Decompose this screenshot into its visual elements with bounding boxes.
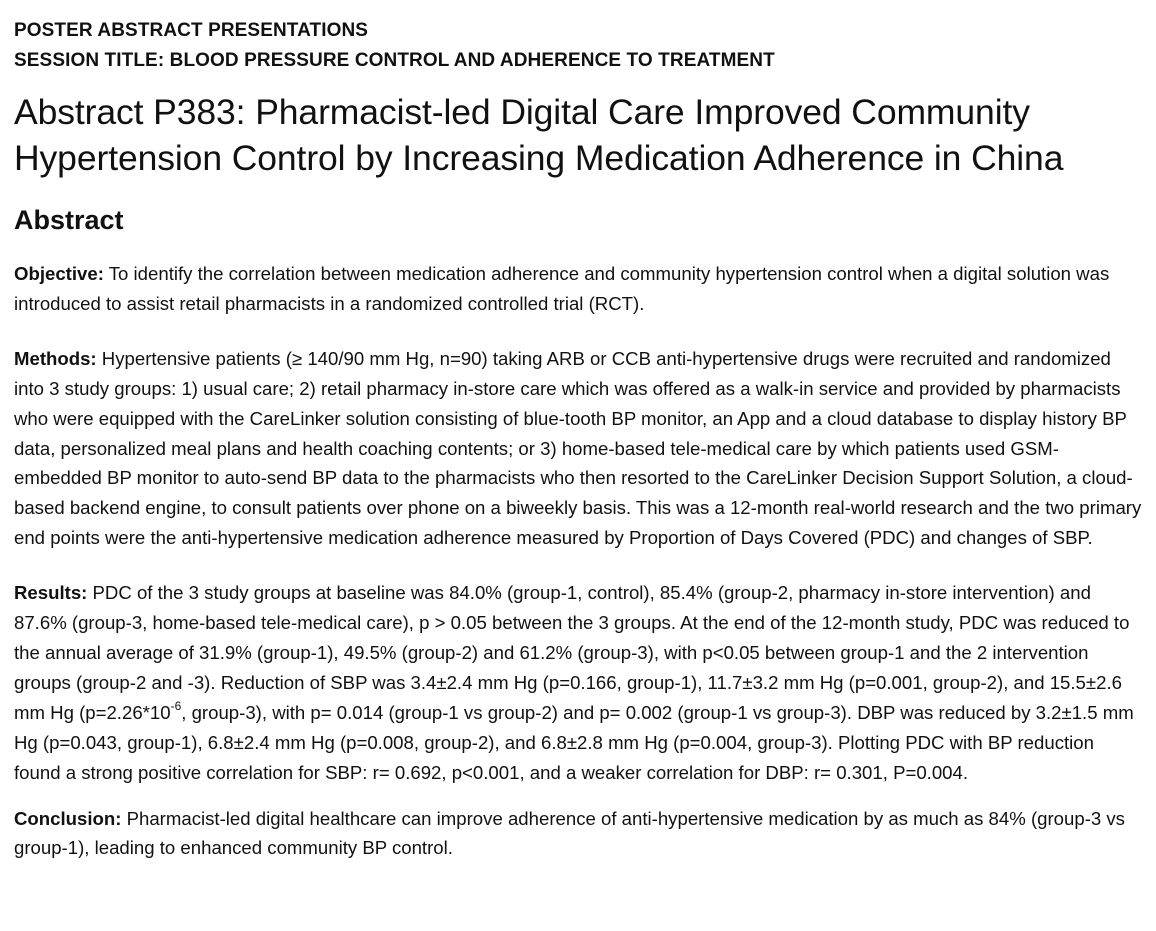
category-label: POSTER ABSTRACT PRESENTATIONS (14, 20, 369, 41)
results-exponent: -6 (170, 698, 182, 713)
section-heading: Abstract (14, 205, 124, 235)
objective-text: To identify the correlation between medication adherence and community hypertension control when a digital solution was introduced to assist retail pharmacists in a randomized controlled trial (RCT). (14, 263, 1110, 314)
results-paragraph (14, 578, 1142, 787)
results-label: Results: (14, 582, 88, 604)
abstract-title: Abstract P383: Pharmacist-led Digital Care Improved Community Hypertension Control by Increasing Medication Adherence in China (14, 92, 1064, 178)
methods-label: Methods: (14, 347, 97, 369)
conclusion-paragraph (14, 804, 1142, 864)
methods-paragraph (14, 344, 1142, 553)
results-text-part2: , group-3), with p= 0.014 (group-1 vs group-2) and p= 0.002 (group-1 vs group-3). DBP was reduced by 3.2±1.5 mm Hg (p=0.043, group-1), 6.8±2.4 mm Hg (p=0.008, group-2), and 6.8±2.8 mm Hg (p=0.004, group-3). Plotting PDC with BP reduction found a strong positive correlation for SBP: r= 0.692, p<0.001, and a weaker correlation for DBP: r= 0.301, P=0.004. (14, 701, 1134, 783)
conclusion-label: Conclusion: (14, 807, 122, 829)
methods-text: Hypertensive patients (≥ 140/90 mm Hg, n=90) taking ARB or CCB anti-hypertensive drugs were recruited and randomized into 3 study groups: 1) usual care; 2) retail pharmacy in-store care which was offered as a walk-in service and provided by pharmacists who were equipped with the CareLinker solution consisting of blue-tooth BP monitor, an App and a cloud database to display history BP data, personalized meal plans and health coaching contents; or 3) home-based tele-medical care by which patients used GSM-embedded BP monitor to auto-send BP data to the pharmacists who then resorted to the CareLinker Decision Support Solution, a cloud-based backend engine, to consult patients over phone on a biweekly basis. This was a 12-month real-world research and the two primary end points were the anti-hypertensive medication adherence measured by Proportion of Days Covered (PDC) and changes of SBP. (14, 347, 1142, 549)
objective-paragraph (14, 259, 1142, 319)
session-title: SESSION TITLE: BLOOD PRESSURE CONTROL AND ADHERENCE TO TREATMENT (14, 50, 775, 71)
objective-label: Objective: (14, 263, 104, 284)
conclusion-text: Pharmacist-led digital healthcare can improve adherence of anti-hypertensive medication by as much as 84% (group-3 vs group-1), leading to enhanced community BP control. (14, 807, 1125, 859)
results-text-part1: PDC of the 3 study groups at baseline was 84.0% (group-1, control), 85.4% (group-2, pharmacy in-store intervention) and 87.6% (group-3, home-based tele-medical care), p > 0.05 between the 3 groups. At the end of the 12-month study, PDC was reduced to the annual average of 31.9% (group-1), 49.5% (group-2) and 61.2% (group-3), with p<0.05 between group-1 and the 2 intervention groups (group-2 and -3). Reduction of SBP was 3.4±2.4 mm Hg (p=0.166, group-1), 11.7±3.2 mm Hg (p=0.001, group-2), and 15.5±2.6 mm Hg (p=2.26*10 (14, 582, 1130, 723)
